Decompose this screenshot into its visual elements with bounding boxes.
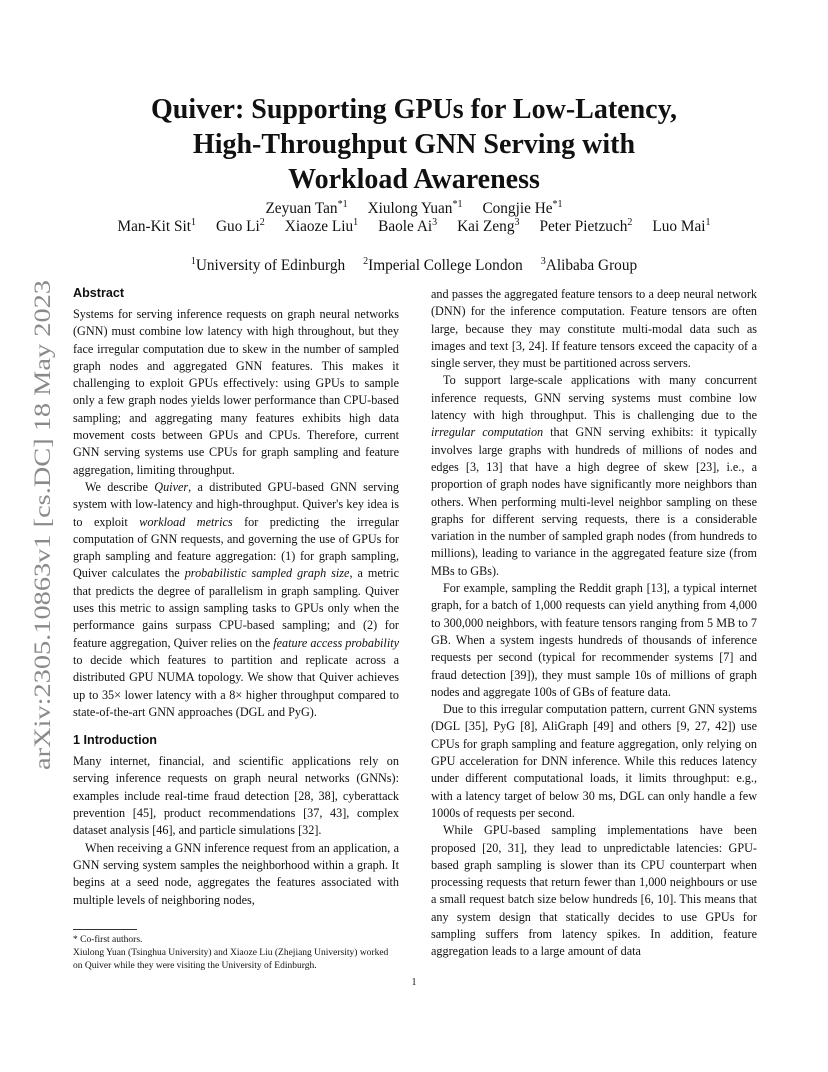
affiliations xyxy=(0,256,828,275)
author-affiliation-mark: *1 xyxy=(452,199,463,210)
arxiv-identifier-stamp xyxy=(14,270,64,770)
affiliation-name: Alibaba Group xyxy=(545,257,638,275)
author-name: Baole Ai xyxy=(378,218,433,236)
text-run: We describe xyxy=(85,479,155,494)
title-line-1: Quiver: Supporting GPUs for Low-Latency, xyxy=(150,94,678,125)
affiliation-mark: 2 xyxy=(363,256,369,267)
footnote-co-first: * Co-first authors. xyxy=(73,935,143,945)
intro-paragraph-2: When receiving a GNN inference request from an application, a GNN serving system samples the neighborhood within a graph. It begins at a seed node, aggregates the features associated with multiple levels of neighboring nodes, xyxy=(73,840,399,907)
author xyxy=(117,217,196,236)
italic-term: irregular computation xyxy=(431,425,544,440)
author xyxy=(482,199,562,218)
authors-row-1 xyxy=(0,199,828,218)
italic-term: workload metrics xyxy=(139,514,233,529)
text-run: to decide which features to partition and replicate across a distributed GPU NUMA topology. We show that Quiver achieves up to 35× lower latency with a 8× higher throughput compared to state-of-the-art GNN approaches (DGL and PyG). xyxy=(73,652,399,719)
introduction-heading: 1 Introduction xyxy=(73,733,157,748)
author-name: Xiaoze Liu xyxy=(284,218,354,236)
affiliation xyxy=(541,256,637,275)
italic-term: probabilistic sampled graph size xyxy=(184,566,350,581)
page-number: 1 xyxy=(411,977,417,988)
author xyxy=(378,217,437,236)
author-name: Zeyuan Tan xyxy=(265,200,338,218)
text-run: , a metric that predicts the degree of parallelism in graph sampling. Quiver uses this metric to assign sampling tasks to GPUs only when the performance gains surpass CPU-based sampling; and (2) for feature aggregation, Quiver relies on the xyxy=(73,566,399,650)
author xyxy=(652,217,710,236)
right-paragraph-1: and passes the aggregated feature tensors to a deep neural network (DNN) for the inference computation. Feature tensors are often large, because they may constitute multi-modal data such as images and text [3, 24]. If feature tensors exceed the capacity of a single server, they must be partitioned across servers. xyxy=(431,287,757,371)
author-name: Peter Pietzuch xyxy=(539,218,628,236)
affiliation-name: University of Edinburgh xyxy=(195,257,346,275)
abstract-paragraph-1: Systems for serving inference requests on graph neural networks (GNN) must combine low latency with high throughout, but they face irregular computation due to skew in the number of sampled graph nodes and aggregated GNN features. This makes it challenging to exploit GPUs effectively: using GPUs to sample only a few graph nodes yields lower performance than CPU-based sampling; and aggregating many features exhibits high data movement costs between GPUs and CPUs. Therefore, current GNN serving systems use CPUs for graph sampling and feature aggregation, limiting throughput. xyxy=(73,307,399,477)
author-name: Congjie He xyxy=(482,200,553,218)
right-column xyxy=(431,286,757,961)
abstract-paragraph-2 xyxy=(73,479,399,721)
affiliation xyxy=(191,256,345,275)
author-affiliation-mark: 2 xyxy=(259,217,265,228)
footnote-visiting: Xiulong Yuan (Tsinghua University) and Xiaoze Liu (Zhejiang University) worked on Quiver while they were visiting the University of Edinburgh. xyxy=(73,947,389,971)
author-name: Man-Kit Sit xyxy=(117,218,191,236)
author-name: Guo Li xyxy=(216,218,260,236)
author-affiliation-mark: 1 xyxy=(353,217,359,228)
affiliation-mark: 1 xyxy=(190,256,196,267)
title-line-3: Workload Awareness xyxy=(288,164,540,195)
author xyxy=(265,199,347,218)
author-name: Luo Mai xyxy=(652,218,706,236)
author xyxy=(216,217,265,236)
italic-term: feature access probability xyxy=(273,635,399,650)
intro-paragraph-1: Many internet, financial, and scientific applications rely on serving inference requests on graph neural networks (GNNs): examples include real-time fraud detection [28, 38], cyberattack prevention [45], product recommendations [37, 43], complex dataset analysis [46], and particle simulations [32]. xyxy=(73,754,399,838)
italic-term: Quiver xyxy=(154,479,189,494)
arxiv-identifier-text: arXiv:2305.10863v1 [cs.DC] 18 May 2023 xyxy=(30,372,55,770)
text-run: , a distributed GPU-based GNN serving system with low-latency and high-throughput. Quiver's key idea is to exploit xyxy=(73,479,400,529)
paper-title xyxy=(0,92,828,197)
author-name: Xiulong Yuan xyxy=(367,200,453,218)
title-line-2: High-Throughput GNN Serving with xyxy=(192,129,636,160)
authors-row-2 xyxy=(0,217,828,236)
right-paragraph-3: For example, sampling the Reddit graph [13], a typical internet graph, for a batch of 1,000 requests can yield anything from 4,000 to 300,000 neighbors, with feature tensors ranging from 5 MB to 7 GB. When a system ingests hundreds of thousands of inference requests per second (typical for recommender systems [7] and fraud detection [39]), they must sample 10s of millions of graph nodes and aggregate 100s of GBs of feature data. xyxy=(431,581,757,699)
author xyxy=(285,217,358,236)
text-run: that GNN serving exhibits: it typically involves large graphs with hundreds of millions of nodes and edges [3, 13] that have a high degree of skew [23], i.e., a proportion of graph nodes have significantly more neighbors than others. When performing multi-level neighbor sampling on these graphs for different serving requests, there is a considerable variation in the number of sampled graph nodes (from hundreds to millions), leading to variance in the aggregated feature size (from MBs to GBs). xyxy=(431,425,758,578)
author xyxy=(457,217,519,236)
author-affiliation-mark: 1 xyxy=(705,217,711,228)
footnote-rule xyxy=(73,929,137,930)
author-affiliation-mark: *1 xyxy=(337,199,348,210)
abstract-heading: Abstract xyxy=(73,286,125,300)
author-affiliation-mark: 3 xyxy=(514,217,520,228)
right-paragraph-4: Due to this irregular computation pattern, current GNN systems (DGL [35], PyG [8], AliGraph [49] and others [9, 27, 42]) use CPUs for graph sampling and feature aggregation, only relying on GPU acceleration for DNN inference. While this reduces latency under different computational loads, it limits throughput: e.g., with a latency target of below 30 ms, DGL can only handle a few 1000s of requests per second. xyxy=(431,702,757,820)
affiliation xyxy=(363,256,523,275)
author-affiliation-mark: 2 xyxy=(627,217,633,228)
affiliation-mark: 3 xyxy=(540,256,546,267)
author xyxy=(368,199,463,218)
text-run: To support large-scale applications with many concurrent inference requests, GNN serving systems must combine low latency with high throughput. This is challenging due to the xyxy=(431,373,757,423)
affiliation-name: Imperial College London xyxy=(368,257,523,275)
author-affiliation-mark: 3 xyxy=(432,217,438,228)
right-paragraph-2 xyxy=(431,372,757,580)
right-paragraph-5: While GPU-based sampling implementations have been proposed [20, 31], they lead to unpredictable latencies: GPU-based graph sampling is slower than its CPU counterpart when processing requests that return fewer than 1,000 neighbours or use a small request batch size below hundreds [6, 10]. This means that any system design that statically decides to use GPUs for sampling suffers from latency spikes. In addition, feature aggregation leads to a large amount of data xyxy=(431,823,757,959)
footnotes xyxy=(73,934,399,972)
left-column xyxy=(73,286,399,909)
author-name: Kai Zeng xyxy=(457,218,515,236)
author-affiliation-mark: 1 xyxy=(191,217,196,228)
text-run: for predicting the irregular computation of GNN requests, and governing the use of GPUs for graph sampling and feature aggregation: (1) for graph sampling, Quiver calculates the xyxy=(73,514,399,581)
author-affiliation-mark: *1 xyxy=(552,199,563,210)
author xyxy=(539,217,632,236)
